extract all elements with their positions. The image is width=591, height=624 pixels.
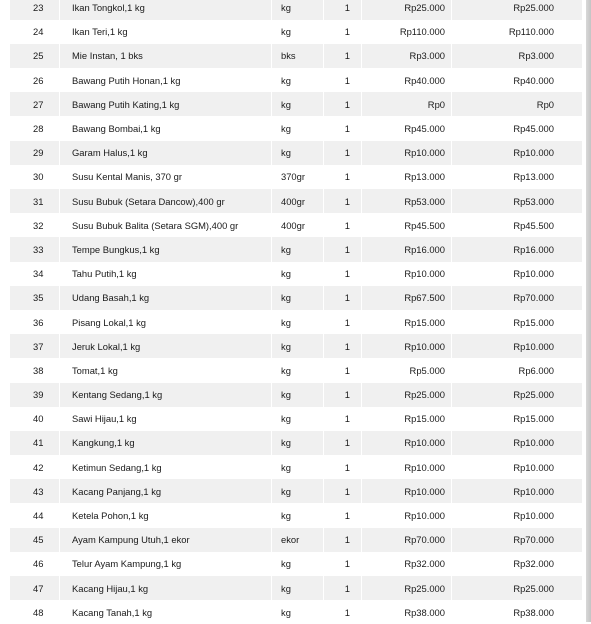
item-price: Rp15.000 <box>362 407 452 431</box>
item-quantity: 1 <box>324 576 362 600</box>
item-price: Rp15.000 <box>362 310 452 334</box>
item-total: Rp45.500 <box>452 213 583 237</box>
table-row <box>10 383 583 407</box>
item-unit: kg <box>272 503 324 527</box>
item-quantity: 1 <box>324 334 362 358</box>
item-name: Bawang Bombai,1 kg <box>60 116 272 140</box>
item-unit: kg <box>272 20 324 44</box>
item-unit: kg <box>272 552 324 576</box>
table-row <box>10 407 583 431</box>
table-row <box>10 503 583 527</box>
item-unit: kg <box>272 334 324 358</box>
row-number: 38 <box>10 358 60 382</box>
item-name: Sawi Hijau,1 kg <box>60 407 272 431</box>
item-name: Tahu Putih,1 kg <box>60 262 272 286</box>
row-number: 42 <box>10 455 60 479</box>
item-quantity: 1 <box>324 431 362 455</box>
item-price: Rp16.000 <box>362 237 452 261</box>
item-unit: kg <box>272 455 324 479</box>
item-quantity: 1 <box>324 237 362 261</box>
item-quantity: 1 <box>324 92 362 116</box>
item-quantity: 1 <box>324 600 362 624</box>
page-edge-shadow <box>586 0 591 622</box>
item-unit: kg <box>272 0 324 20</box>
item-unit: 400gr <box>272 213 324 237</box>
item-unit: kg <box>272 479 324 503</box>
item-total: Rp32.000 <box>452 552 583 576</box>
item-name: Pisang Lokal,1 kg <box>60 310 272 334</box>
item-quantity: 1 <box>324 358 362 382</box>
table-row <box>10 141 583 165</box>
item-quantity: 1 <box>324 407 362 431</box>
item-quantity: 1 <box>324 286 362 310</box>
item-name: Ikan Tongkol,1 kg <box>60 0 272 20</box>
item-total: Rp45.000 <box>452 116 583 140</box>
item-total: Rp10.000 <box>452 262 583 286</box>
item-total: Rp40.000 <box>452 68 583 92</box>
item-unit: kg <box>272 92 324 116</box>
item-quantity: 1 <box>324 165 362 189</box>
item-name: Tomat,1 kg <box>60 358 272 382</box>
item-price: Rp45.500 <box>362 213 452 237</box>
item-quantity: 1 <box>324 479 362 503</box>
item-price: Rp0 <box>362 92 452 116</box>
row-number: 40 <box>10 407 60 431</box>
item-quantity: 1 <box>324 141 362 165</box>
table-row <box>10 262 583 286</box>
row-number: 30 <box>10 165 60 189</box>
row-number: 35 <box>10 286 60 310</box>
table-row <box>10 165 583 189</box>
table-row <box>10 116 583 140</box>
row-number: 32 <box>10 213 60 237</box>
item-price: Rp38.000 <box>362 600 452 624</box>
row-number: 24 <box>10 20 60 44</box>
row-number: 37 <box>10 334 60 358</box>
item-unit: kg <box>272 286 324 310</box>
table-row <box>10 286 583 310</box>
item-price: Rp3.000 <box>362 44 452 68</box>
item-unit: kg <box>272 310 324 334</box>
price-table-body <box>10 0 583 624</box>
table-row <box>10 334 583 358</box>
row-number: 46 <box>10 552 60 576</box>
item-price: Rp10.000 <box>362 503 452 527</box>
item-name: Mie Instan, 1 bks <box>60 44 272 68</box>
table-row <box>10 189 583 213</box>
item-quantity: 1 <box>324 20 362 44</box>
row-number: 33 <box>10 237 60 261</box>
item-name: Kacang Hijau,1 kg <box>60 576 272 600</box>
table-row <box>10 20 583 44</box>
item-quantity: 1 <box>324 68 362 92</box>
item-name: Susu Bubuk Balita (Setara SGM),400 gr <box>60 213 272 237</box>
table-row <box>10 479 583 503</box>
item-unit: kg <box>272 237 324 261</box>
item-price: Rp10.000 <box>362 431 452 455</box>
row-number: 26 <box>10 68 60 92</box>
item-quantity: 1 <box>324 455 362 479</box>
item-price: Rp10.000 <box>362 262 452 286</box>
item-quantity: 1 <box>324 116 362 140</box>
item-name: Ayam Kampung Utuh,1 ekor <box>60 528 272 552</box>
item-total: Rp10.000 <box>452 479 583 503</box>
row-number: 34 <box>10 262 60 286</box>
item-name: Udang Basah,1 kg <box>60 286 272 310</box>
row-number: 23 <box>10 0 60 20</box>
table-row <box>10 310 583 334</box>
table-row <box>10 431 583 455</box>
item-unit: kg <box>272 576 324 600</box>
item-price: Rp53.000 <box>362 189 452 213</box>
table-row <box>10 237 583 261</box>
row-number: 27 <box>10 92 60 116</box>
item-total: Rp110.000 <box>452 20 583 44</box>
item-name: Ketimun Sedang,1 kg <box>60 455 272 479</box>
item-total: Rp25.000 <box>452 0 583 20</box>
table-row <box>10 576 583 600</box>
item-quantity: 1 <box>324 528 362 552</box>
item-unit: kg <box>272 600 324 624</box>
item-quantity: 1 <box>324 383 362 407</box>
item-total: Rp70.000 <box>452 286 583 310</box>
row-number: 41 <box>10 431 60 455</box>
item-quantity: 1 <box>324 213 362 237</box>
item-total: Rp10.000 <box>452 141 583 165</box>
item-unit: 400gr <box>272 189 324 213</box>
item-price: Rp70.000 <box>362 528 452 552</box>
item-unit: 370gr <box>272 165 324 189</box>
item-name: Susu Bubuk (Setara Dancow),400 gr <box>60 189 272 213</box>
item-quantity: 1 <box>324 503 362 527</box>
item-unit: kg <box>272 407 324 431</box>
item-price: Rp10.000 <box>362 141 452 165</box>
item-quantity: 1 <box>324 44 362 68</box>
item-quantity: 1 <box>324 262 362 286</box>
item-total: Rp16.000 <box>452 237 583 261</box>
item-total: Rp15.000 <box>452 310 583 334</box>
item-name: Susu Kental Manis, 370 gr <box>60 165 272 189</box>
item-price: Rp110.000 <box>362 20 452 44</box>
table-row <box>10 0 583 20</box>
table-row <box>10 358 583 382</box>
item-unit: ekor <box>272 528 324 552</box>
table-row <box>10 455 583 479</box>
table-row <box>10 528 583 552</box>
item-name: Telur Ayam Kampung,1 kg <box>60 552 272 576</box>
row-number: 47 <box>10 576 60 600</box>
item-total: Rp53.000 <box>452 189 583 213</box>
item-quantity: 1 <box>324 189 362 213</box>
item-total: Rp0 <box>452 92 583 116</box>
item-name: Ketela Pohon,1 kg <box>60 503 272 527</box>
item-total: Rp38.000 <box>452 600 583 624</box>
item-price: Rp10.000 <box>362 479 452 503</box>
table-row <box>10 68 583 92</box>
item-name: Kentang Sedang,1 kg <box>60 383 272 407</box>
item-name: Kacang Tanah,1 kg <box>60 600 272 624</box>
row-number: 39 <box>10 383 60 407</box>
item-name: Kacang Panjang,1 kg <box>60 479 272 503</box>
item-total: Rp15.000 <box>452 407 583 431</box>
item-price: Rp67.500 <box>362 286 452 310</box>
item-price: Rp25.000 <box>362 383 452 407</box>
item-price: Rp5.000 <box>362 358 452 382</box>
table-row <box>10 213 583 237</box>
item-quantity: 1 <box>324 310 362 334</box>
item-price: Rp32.000 <box>362 552 452 576</box>
item-price: Rp10.000 <box>362 334 452 358</box>
item-total: Rp13.000 <box>452 165 583 189</box>
item-total: Rp3.000 <box>452 44 583 68</box>
row-number: 29 <box>10 141 60 165</box>
table-row <box>10 600 583 624</box>
item-price: Rp40.000 <box>362 68 452 92</box>
item-unit: kg <box>272 262 324 286</box>
item-total: Rp10.000 <box>452 431 583 455</box>
item-unit: kg <box>272 141 324 165</box>
row-number: 36 <box>10 310 60 334</box>
table-row <box>10 92 583 116</box>
item-name: Kangkung,1 kg <box>60 431 272 455</box>
item-unit: kg <box>272 431 324 455</box>
item-price: Rp25.000 <box>362 576 452 600</box>
row-number: 48 <box>10 600 60 624</box>
item-total: Rp6.000 <box>452 358 583 382</box>
item-quantity: 1 <box>324 552 362 576</box>
row-number: 31 <box>10 189 60 213</box>
item-unit: kg <box>272 68 324 92</box>
item-name: Garam Halus,1 kg <box>60 141 272 165</box>
row-number: 44 <box>10 503 60 527</box>
item-unit: kg <box>272 358 324 382</box>
item-total: Rp25.000 <box>452 576 583 600</box>
price-table <box>10 0 583 624</box>
item-price: Rp10.000 <box>362 455 452 479</box>
item-name: Bawang Putih Honan,1 kg <box>60 68 272 92</box>
item-total: Rp10.000 <box>452 334 583 358</box>
item-name: Tempe Bungkus,1 kg <box>60 237 272 261</box>
item-price: Rp25.000 <box>362 0 452 20</box>
item-unit: kg <box>272 116 324 140</box>
item-total: Rp10.000 <box>452 503 583 527</box>
item-price: Rp45.000 <box>362 116 452 140</box>
table-row <box>10 552 583 576</box>
item-name: Jeruk Lokal,1 kg <box>60 334 272 358</box>
row-number: 43 <box>10 479 60 503</box>
item-total: Rp70.000 <box>452 528 583 552</box>
item-unit: bks <box>272 44 324 68</box>
row-number: 25 <box>10 44 60 68</box>
table-row <box>10 44 583 68</box>
item-quantity: 1 <box>324 0 362 20</box>
item-name: Bawang Putih Kating,1 kg <box>60 92 272 116</box>
item-name: Ikan Teri,1 kg <box>60 20 272 44</box>
item-total: Rp10.000 <box>452 455 583 479</box>
item-total: Rp25.000 <box>452 383 583 407</box>
row-number: 45 <box>10 528 60 552</box>
item-unit: kg <box>272 383 324 407</box>
row-number: 28 <box>10 116 60 140</box>
item-price: Rp13.000 <box>362 165 452 189</box>
